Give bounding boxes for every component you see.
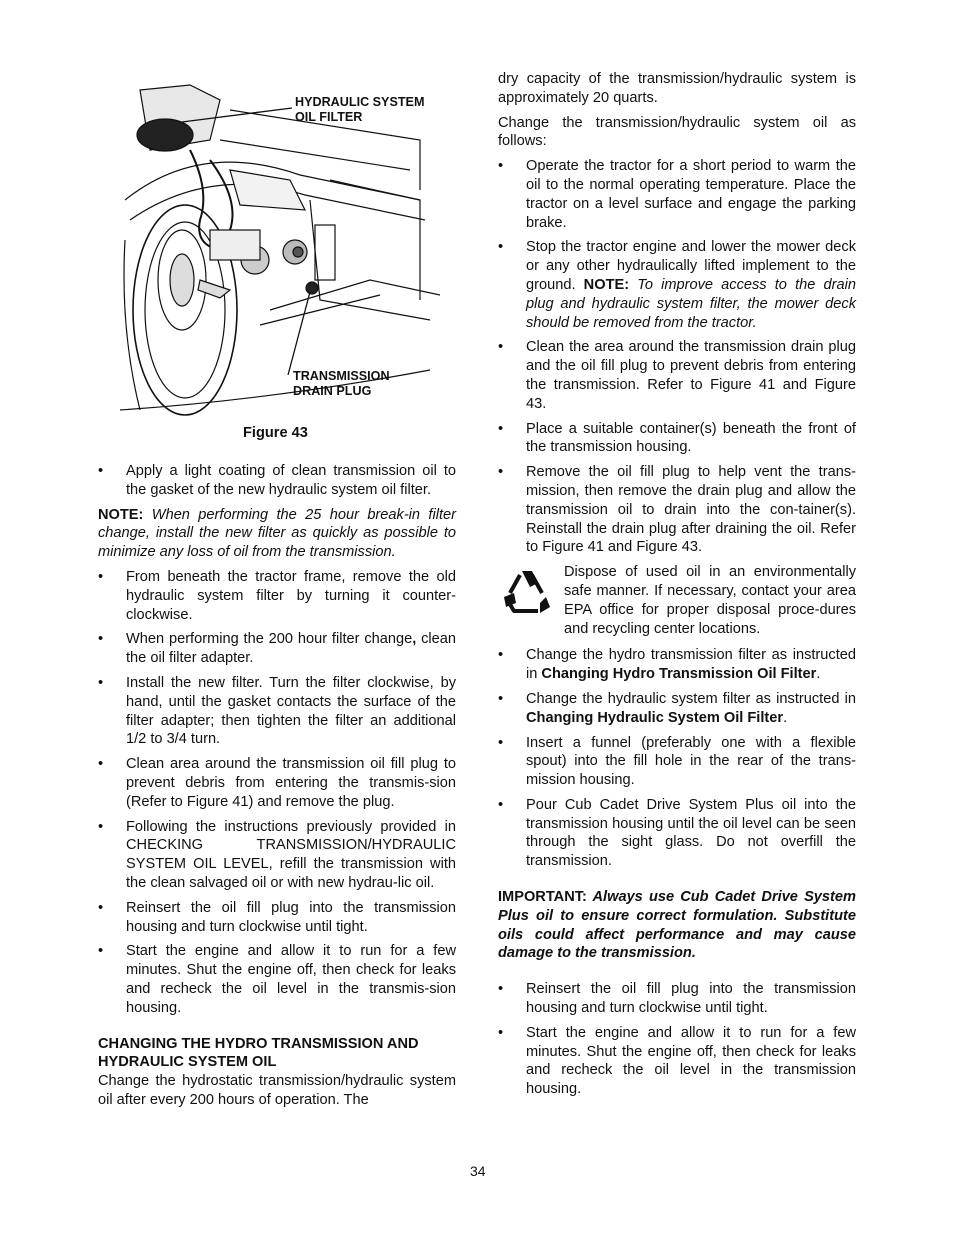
right-bullet-7-pre: Change the hydraulic system filter as instructed in (526, 690, 856, 707)
left-bullet-3 (98, 630, 456, 668)
callout-drain-line2: DRAIN PLUG (293, 383, 372, 398)
note-label: NOTE: (98, 506, 144, 523)
callout-drain-plug (293, 369, 390, 398)
right-bullet-10: • Reinsert the oil fill plug into the transmission housing and turn clockwise until tight. (498, 980, 856, 1018)
recycle-notice (498, 563, 856, 638)
left-bullet-3-comma: , (412, 631, 417, 648)
right-para-2: Change the transmission/hydraulic system oil as follows: (498, 114, 856, 150)
left-bullet-6: • Following the instructions previously provided in CHECKING TRANSMISSION/HYDRAULIC SYSTEM OIL LEVEL, refill the transmission with the clean salvaged oil or with new hydrau-lic oil. (98, 818, 456, 893)
right-bullet-3: • Clean the area around the transmission drain plug and the oil fill plug to prevent debris from entering the transmission. Refer to Figure 41 and Figure 43. (498, 338, 856, 413)
section-heading-line1: CHANGING THE HYDRO TRANSMISSION AND (98, 1035, 419, 1052)
right-bullet-2-note-text: To improve access to the drain plug and hydraulic system filter, the mower deck should be removed from the tractor. (526, 276, 856, 331)
callout-filter-line1: HYDRAULIC SYSTEM (295, 95, 425, 109)
left-bullet-3-post: clean the oil filter adapter. (126, 631, 456, 667)
right-bullet-11: • Start the engine and allow it to run for a few minutes. Shut the engine off, then check for leaks and recheck the oil level in the transmission housing. (498, 1024, 856, 1099)
page-number: 34 (470, 1163, 486, 1179)
left-bullet-8: • Start the engine and allow it to run for a few minutes. Shut the engine off, then check for leaks and recheck the oil level in the transmis-sion housing. (98, 942, 456, 1017)
section-heading (98, 1035, 456, 1073)
left-bullet-7: • Reinsert the oil fill plug into the transmission housing and turn clockwise until tight. (98, 899, 456, 937)
right-bullet-6-bold: Changing Hydro Transmission Oil Filter (541, 666, 817, 683)
left-bullet-2: • From beneath the tractor frame, remove the old hydraulic system filter by turning it counter-clockwise. (98, 568, 456, 624)
callout-hydraulic-filter (295, 95, 424, 124)
section-intro: Change the hydrostatic transmission/hydraulic system oil after every 200 hours of operation. The (98, 1073, 456, 1108)
left-bullet-5: • Clean area around the transmission oil fill plug to prevent debris from entering the transmis-sion (Refer to Figure 41) and remove the plug. (98, 755, 456, 811)
right-bullet-4: • Place a suitable container(s) beneath the front of the transmission housing. (498, 420, 856, 458)
right-bullet-7-post: . (783, 709, 788, 726)
callout-drain-line1: TRANSMISSION (293, 369, 390, 383)
right-bullet-7 (498, 690, 856, 728)
important-label: IMPORTANT: (498, 889, 587, 906)
right-bullet-2-text: Stop the tractor engine and lower the mower deck or any other hydraulically lifted implement to the ground. (526, 239, 856, 293)
note-paragraph (98, 506, 456, 562)
right-bullet-1: • Operate the tractor for a short period to warm the oil to the normal operating temperature. Place the tractor on a level surface and engage the parking brake. (498, 157, 856, 232)
right-bullet-6-pre: Change the hydro transmission filter as instructed in (526, 647, 856, 683)
note-text: When performing the 25 hour break-in filter change, install the new filter as quickly as possible to minimize any loss of oil from the transmission. (98, 506, 456, 561)
right-bullet-9: • Pour Cub Cadet Drive System Plus oil into the transmission housing until the oil level can be seen through the sight glass. Do not overfill the transmission. (498, 796, 856, 871)
left-bullet-3-pre: When performing the 200 hour filter change (126, 631, 413, 648)
callout-filter-line2: OIL FILTER (295, 109, 363, 124)
section-heading-line2: HYDRAULIC SYSTEM OIL (98, 1054, 277, 1071)
right-bullet-6-post: . (816, 666, 821, 683)
important-paragraph (498, 888, 856, 963)
right-bullet-6 (498, 646, 856, 684)
right-bullet-2-note-label: NOTE: (583, 276, 630, 293)
figure-caption: Figure 43 (243, 425, 308, 441)
left-bullet-1: • Apply a light coating of clean transmission oil to the gasket of the new hydraulic system oil filter. (98, 462, 456, 500)
left-column (98, 462, 456, 1110)
right-bullet-7-bold: Changing Hydraulic System Oil Filter (526, 709, 784, 726)
right-column (498, 70, 856, 1099)
figure-43-illustration (120, 80, 440, 420)
right-bullet-8: • Insert a funnel (preferably one with a flexible spout) into the fill hole in the rear of the trans-mission housing. (498, 734, 856, 790)
recycle-icon (500, 567, 552, 617)
important-text: Always use Cub Cadet Drive System Plus oil to ensure correct formulation. Substitute oils could affect performance and may cause damage to the transmission. (498, 889, 856, 962)
right-bullet-2 (498, 238, 856, 332)
left-bullet-4: • Install the new filter. Turn the filter clockwise, by hand, until the gasket contacts the surface of the filter adapter; then tighten the filter an additional 1/2 to 3/4 turn. (98, 674, 456, 749)
right-bullet-5: • Remove the oil fill plug to help vent the trans-mission, then remove the drain plug and allow the transmission oil to drain into the con-tainer(s). Reinstall the drain plug after draining the oil. Refer to Figure 41 and Figure 43. (498, 463, 856, 557)
right-para-1: dry capacity of the transmission/hydraulic system is approximately 20 quarts. (498, 71, 856, 106)
recycle-text: Dispose of used oil in an environmentally safe manner. If necessary, contact your area EPA office for proper disposal proce-dures and recycling center locations. (564, 564, 856, 637)
